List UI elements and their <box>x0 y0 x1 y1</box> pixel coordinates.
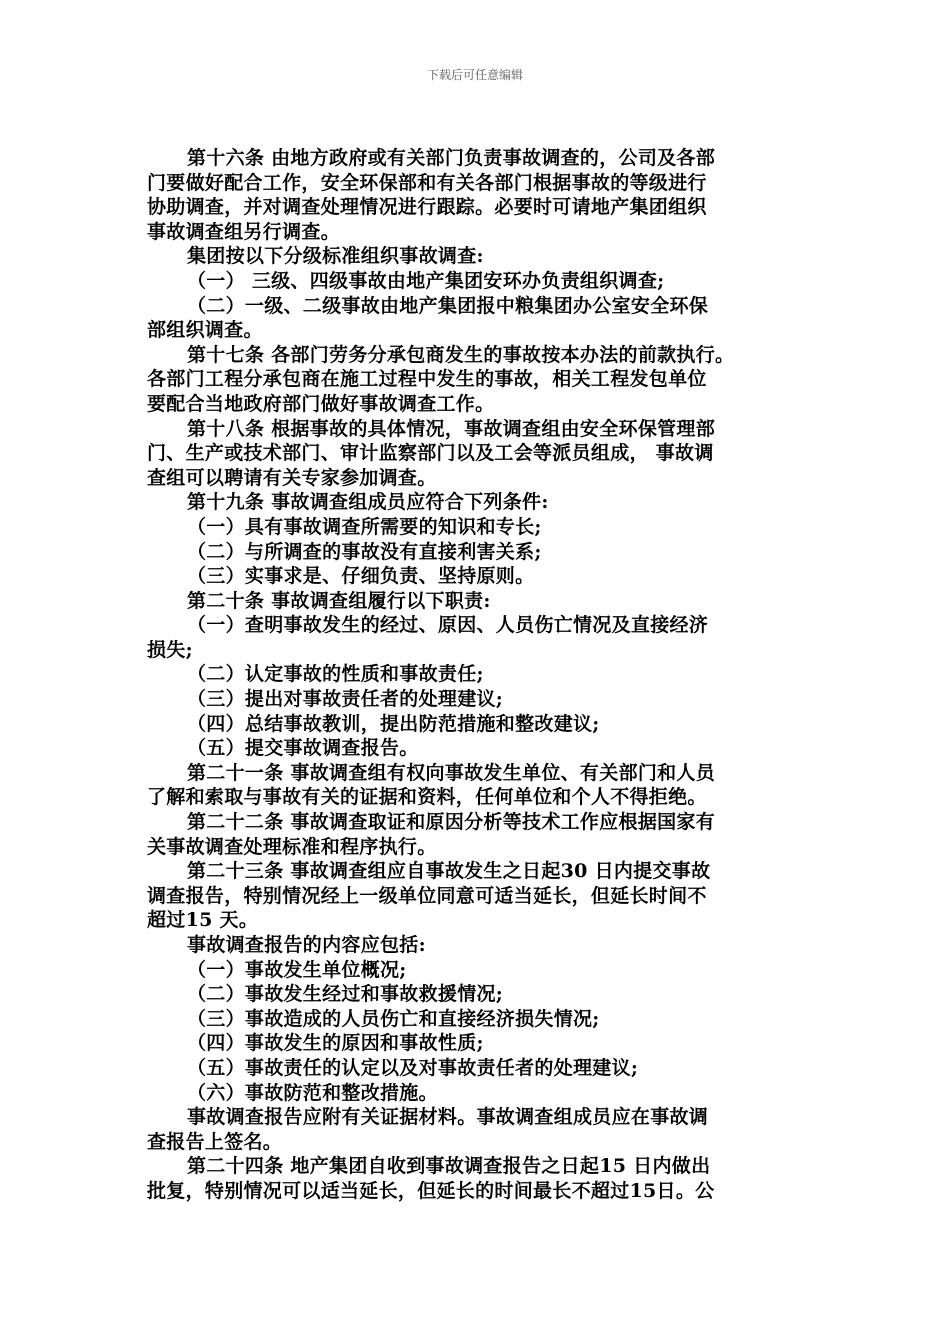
text-line: 调查报告，特别情况经上一级单位同意可适当延长，但延长时间不 <box>147 884 707 907</box>
text-line: （二）事故发生经过和事故救援情况; <box>187 983 504 1006</box>
text-line: 门、生产或技术部门、审计监察部门以及工会等派员组成， 事故调 <box>147 442 714 465</box>
text-line: 查组可以聘请有关专家参加调查。 <box>147 466 437 489</box>
text-line: （二）一级、二级事故由地产集团报中粮集团办公室安全环保 <box>187 294 709 317</box>
text-line: （四）总结事故教训，提出防范措施和整改建议; <box>187 712 600 735</box>
text-line: （二）与所调查的事故没有直接利害关系; <box>187 540 542 563</box>
text-line: （一）具有事故调查所需要的知识和专长; <box>187 515 542 538</box>
text-line: 第十六条 由地方政府或有关部门负责事故调查的，公司及各部 <box>187 147 716 169</box>
text-line: 事故调查报告的内容应包括: <box>187 934 426 956</box>
header-note: 下载后可任意编辑 <box>426 68 523 82</box>
text-line: 第十九条 事故调查组成员应符合下列条件: <box>187 491 549 514</box>
text-line: 部组织调查。 <box>147 319 263 342</box>
text-line: 集团按以下分级标准组织事故调查: <box>187 245 484 268</box>
text-line: （一）查明事故发生的经过、原因、人员伤亡情况及直接经济 <box>187 614 709 637</box>
text-line: 各部门工程分承包商在施工过程中发生的事故，相关工程发包单位 <box>147 368 707 391</box>
text-line: （五）事故责任的认定以及对事故责任者的处理建议; <box>187 1056 639 1079</box>
text-line: 第二十四条 地产集团自收到事故调查报告之日起15 日内做出 <box>187 1155 711 1178</box>
text-line: 关事故调查处理标准和程序执行。 <box>147 835 437 858</box>
text-line: 第二十一条 事故调查组有权向事故发生单位、有关部门和人员 <box>187 761 716 784</box>
text-line: 损失; <box>147 638 193 661</box>
text-line: （三）实事求是、仔细负责、坚持原则。 <box>187 565 535 588</box>
text-line: （五）提交事故调查报告。 <box>187 737 419 760</box>
text-line: 了解和索取与事故有关的证据和资料，任何单位和个人不得拒绝。 <box>147 786 707 809</box>
document-body <box>147 146 807 1204</box>
text-line: 第十七条 各部门劳务分承包商发生的事故按本办法的前款执行。 <box>187 343 735 366</box>
text-line: 查报告上签名。 <box>147 1130 283 1153</box>
text-line: 第二十二条 事故调查取证和原因分析等技术工作应根据国家有 <box>187 811 716 834</box>
text-line: 第二十三条 事故调查组应自事故发生之日起30 日内提交事故 <box>187 860 711 883</box>
text-line: （四）事故发生的原因和事故性质; <box>187 1032 484 1055</box>
text-line: 协助调查，并对调查处理情况进行跟踪。必要时可请地产集团组织 <box>147 196 707 219</box>
text-line: （六）事故防范和整改措施。 <box>187 1081 438 1104</box>
text-line: 第十八条 根据事故的具体情况，事故调查组由安全环保管理部 <box>187 417 716 440</box>
text-line: （三）提出对事故责任者的处理建议; <box>187 688 504 711</box>
text-line: 要配合当地政府部门做好事故调查工作。 <box>147 392 495 415</box>
text-line: 超过15 天。 <box>147 909 259 932</box>
text-line: 第二十条 事故调查组履行以下职责: <box>187 589 491 612</box>
text-line: 事故调查组另行调查。 <box>147 220 341 243</box>
text-line: （一）事故发生单位概况; <box>187 958 407 981</box>
text-line: 事故调查报告应附有关证据材料。事故调查组成员应在事故调 <box>187 1106 709 1129</box>
text-line: 批复，特别情况可以适当延长，但延长的时间最长不超过15日。公 <box>147 1179 715 1202</box>
text-line: （三）事故造成的人员伤亡和直接经济损失情况; <box>187 1007 600 1030</box>
text-line: （二）认定事故的性质和事故责任; <box>187 663 484 686</box>
text-line: 门要做好配合工作，安全环保部和有关各部门根据事故的等级进行 <box>147 171 707 194</box>
text-line: （一） 三级、四级事故由地产集团安环办负责组织调查; <box>187 269 665 292</box>
